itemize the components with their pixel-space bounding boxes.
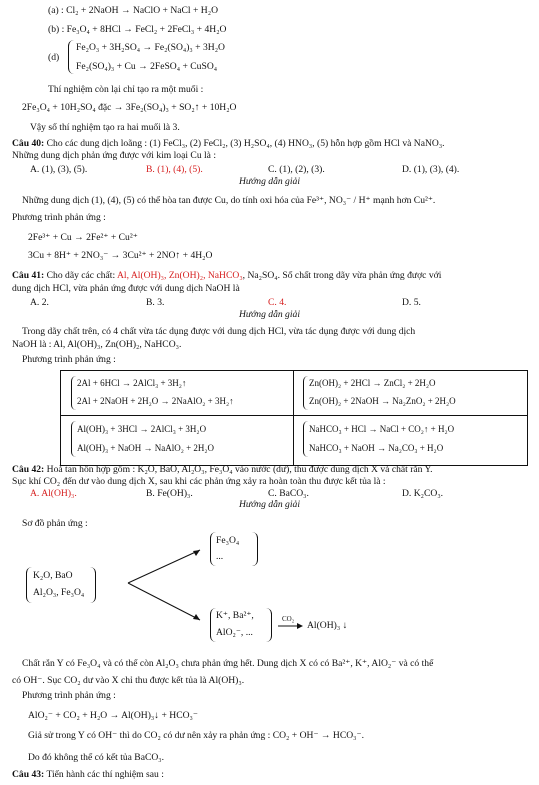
diagram-solid-y: Fe₃O₄ [216,535,240,546]
solution-heading: Hướng dẫn giải [239,309,300,320]
solution-text: Giả sử trong Y có OH⁻ thì do CO₂ có dư nên xảy ra phản ứng : CO₂ + OH⁻ → HCO₃⁻. [28,730,364,741]
arrow-head [297,623,303,629]
brace-right [90,567,96,603]
option-b-correct: B. (1), (4), (5). [146,164,203,175]
option-a: A. (1), (3), (5). [30,164,88,175]
question-number: Câu 40: [12,138,45,149]
solution-text: Do đó không thể có kết tủa BaCO₃. [28,752,165,763]
reaction-equation: 3Cu + 8H⁺ + 2NO₃⁻ → 3Cu²⁺ + 2NO↑ + 4H₂O [28,250,213,261]
diagram-arrow-down [128,583,200,620]
brace [71,421,76,457]
table-cell: NaHCO₃ + NaOH → Na₂CO₃ + H₂O [309,443,444,453]
option-d: D. 5. [402,297,421,308]
question-text-cont: Sục khí CO₂ đến dư vào dung dịch X, sau khi các phản ứng xảy ra hoàn toàn thu được kết tủa là : [12,476,386,487]
reaction-d-label: (d) [48,52,60,63]
diagram-solution-x: AlO₂⁻, ... [216,627,253,638]
question-number: Câu 41: [12,270,45,281]
question-41 [12,270,441,282]
table-divider [293,371,294,465]
solution-text: có OH⁻. Sục CO₂ dư vào X chỉ thu được kết tủa là Al(OH)₃. [12,675,245,686]
reaction-d2: Fe₂(SO₄)₃ + Cu → 2FeSO₄ + CuSO₄ [76,61,218,72]
question-text: Hoà tan hỗn hợp gồm : K₂O, BaO, Al₂O₃, Fe₃O₄ vào nước (dư), thu được dung dịch X và chất rắn Y. [44,464,433,475]
brace-right [266,608,272,642]
question-43 [12,769,164,781]
question-text: Cho các dung dịch loãng : (1) FeCl₃, (2) FeCl₂, (3) H₂SO₄, (4) HNO₃, (5) hỗn hợp gồm HCl và NaNO₃. [44,138,445,149]
diagram-solution-x: K⁺, Ba²⁺, [216,610,254,621]
reaction-table [60,370,528,466]
conclusion: Vậy số thí nghiệm tạo ra hai muối là 3. [30,122,180,133]
solution-text: Phương trình phản ứng : [12,212,106,223]
solution-heading: Hướng dẫn giải [239,499,300,510]
option-c-correct: C. 4. [268,297,287,308]
solution-text: Chất rắn Y có Fe₃O₄ và có thể còn Al₂O₃ chưa phản ứng hết. Dung dịch X có có Ba²⁺, K⁺, AlO₂⁻ và có thể [22,658,434,669]
option-c: C. (1), (2), (3). [268,164,325,175]
question-number: Câu 43: [12,769,45,780]
reaction-equation: 2Fe³⁺ + Cu → 2Fe²⁺ + Cu²⁺ [28,232,138,243]
question-text-cont: dung dịch HCl, vừa phản ứng được với dung dịch NaOH là [12,283,240,294]
reaction-equation: 2Fe₃O₄ + 10H₂SO₄ đặc → 3Fe₂(SO₄)₃ + SO₂↑ + 10H₂O [22,102,237,113]
reaction-equation: AlO₂⁻ + CO₂ + H₂O → Al(OH)₃↓ + HCO₃⁻ [28,710,198,721]
question-40 [12,138,445,150]
diagram-arrow-up [128,550,200,583]
question-42 [12,464,433,476]
table-cell: Zn(OH)₂ + 2NaOH → Na₂ZnO₂ + 2H₂O [309,396,456,406]
diagram-product: Al(OH)₃ ↓ [307,620,348,631]
solution-heading: Hướng dẫn giải [239,176,300,187]
solution-text: Phương trình phản ứng : [22,354,116,365]
table-divider [61,415,527,416]
table-cell: NaHCO₃ + HCl → NaCl + CO₂↑ + H₂O [309,424,455,434]
text-line: Thí nghiệm còn lại chỉ tạo ra một muối : [48,84,204,95]
diagram-reactants: Al₂O₃, Fe₃O₄ [33,587,85,598]
option-b: B. 3. [146,297,165,308]
option-d: D. K₂CO₃. [402,488,444,499]
solution-text: Những dung dịch (1), (4), (5) có thể hòa tan được Cu, do tính oxi hóa của Fe³⁺, NO₃⁻ / H⁺ mạnh hơn Cu²⁺. [22,195,436,206]
brace-left [26,567,32,603]
question-text-cont: Những dung dịch phản ứng được với kim loại Cu là : [12,150,217,161]
reaction-d1: Fe₂O₃ + 3H₂SO₄ → Fe₂(SO₄)₃ + 3H₂O [76,42,225,53]
table-cell: 2Al + 2NaOH + 2H₂O → 2NaAlO₂ + 3H₂↑ [77,396,234,406]
brace [303,421,308,457]
table-cell: Al(OH)₃ + NaOH → NaAlO₂ + 2H₂O [77,443,215,453]
option-d: D. (1), (3), (4). [402,164,460,175]
brace [303,376,308,410]
reaction-b: (b) : Fe₃O₄ + 8HCl → FeCl₂ + 2FeCl₃ + 4H₂O [48,24,227,35]
solution-text: Phương trình phản ứng : [22,690,116,701]
question-text: Cho dãy các chất: [44,270,117,281]
solution-text: Trong dãy chất trên, có 4 chất vừa tác dụng được với dung dịch HCl, vừa tác dụng được với dung dịch [22,326,416,337]
question-number: Câu 42: [12,464,45,475]
table-cell: Al(OH)₃ + 3HCl → 2AlCl₃ + 3H₂O [77,424,207,434]
diagram-solid-y: ... [216,551,224,562]
brace [71,376,76,410]
brace-d [68,40,74,74]
co2-label: CO₂ [282,615,295,623]
reaction-a: (a) : Cl₂ + 2NaOH → NaClO + NaCl + H₂O [48,5,219,16]
highlighted-substances: Al, Al(OH)₃, Zn(OH)₂, NaHCO₃ [116,270,243,281]
option-a-correct: A. Al(OH)₃. [30,488,77,499]
diagram-reactants: K₂O, BaO [33,570,73,581]
solution-text: NaOH là : Al, Al(OH)₃, Zn(OH)₂, NaHCO₃. [12,339,182,350]
solution-text: Sơ đồ phản ứng : [22,518,88,529]
table-cell: Zn(OH)₂ + 2HCl → ZnCl₂ + 2H₂O [309,378,436,388]
option-c: C. BaCO₃. [268,488,309,499]
option-a: A. 2. [30,297,49,308]
question-text: Tiến hành các thí nghiệm sau : [44,769,164,780]
option-b: B. Fe(OH)₃. [146,488,193,499]
table-cell: 2Al + 6HCl → 2AlCl₃ + 3H₂↑ [77,378,187,388]
question-text: , Na₂SO₄. Số chất trong dãy vừa phản ứng được với [242,270,442,281]
brace-right [252,532,258,566]
